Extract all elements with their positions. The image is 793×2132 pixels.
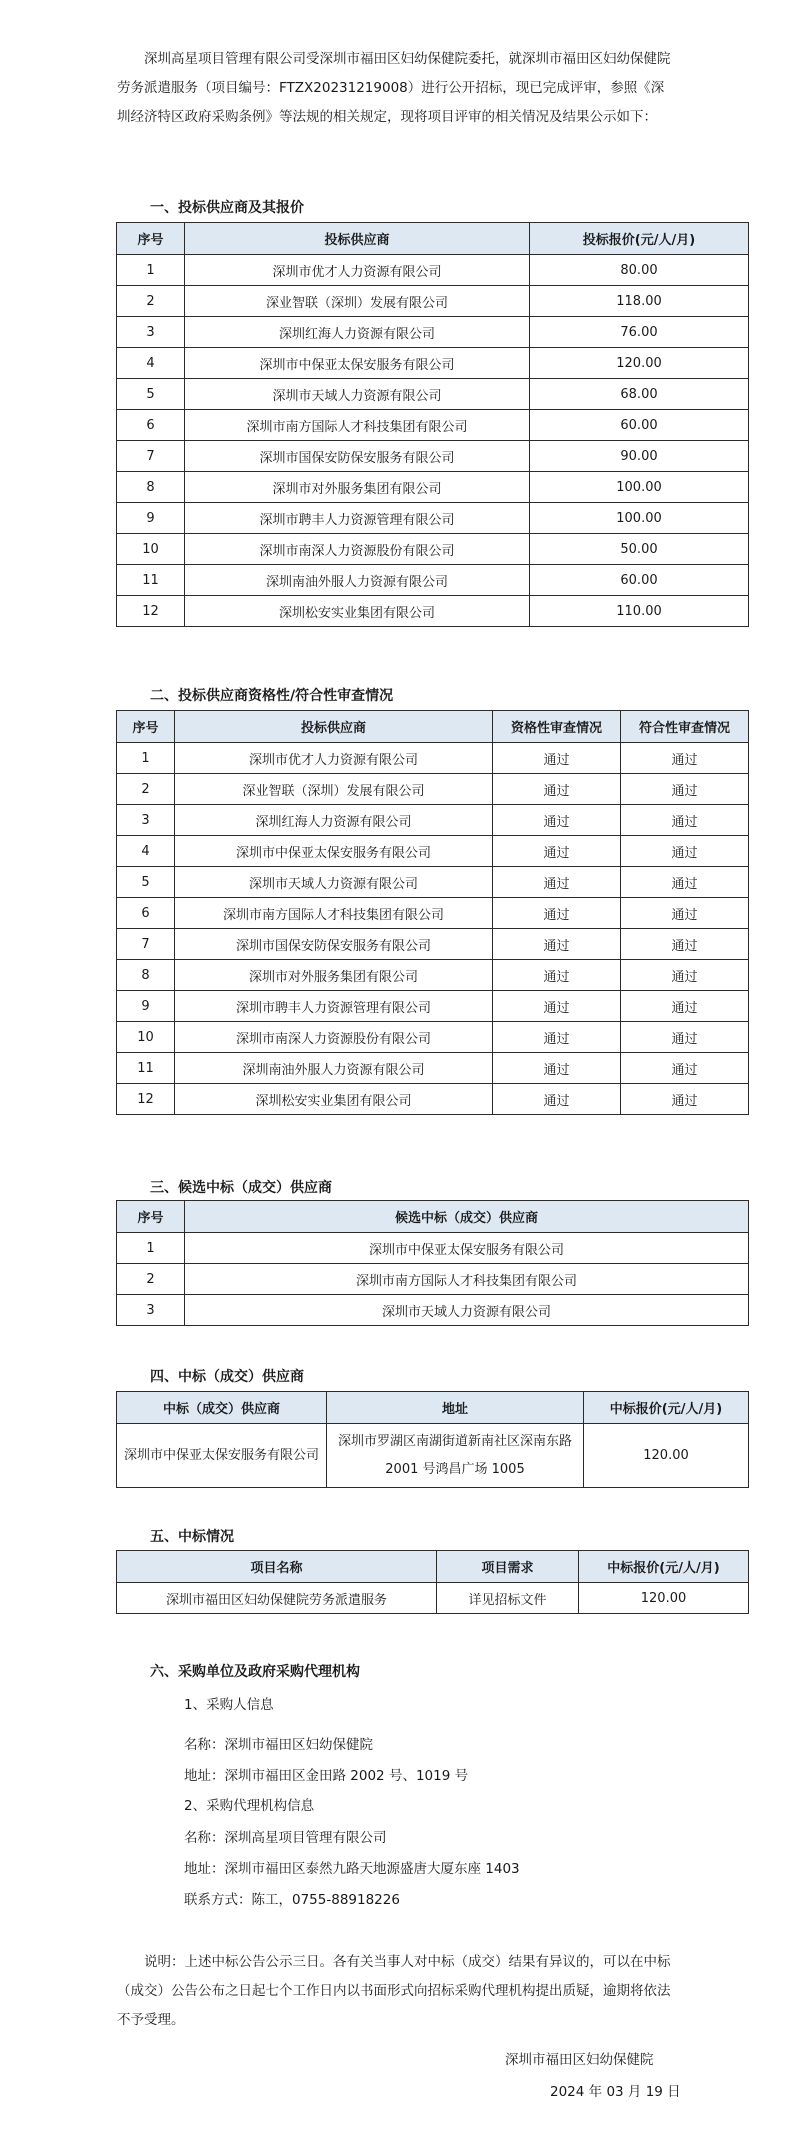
supplier-name: 深圳南油外服人力资源有限公司 (175, 1053, 493, 1084)
table-row (117, 991, 749, 1022)
table-row (117, 534, 749, 565)
signature-date: 2024 年 03 月 19 日 (550, 2084, 681, 2100)
supplier-name: 深圳市聘丰人力资源管理有限公司 (185, 503, 530, 534)
table-row (117, 1424, 749, 1488)
table-row (117, 565, 749, 596)
table-row (117, 1264, 749, 1295)
supplier-name: 深圳红海人力资源有限公司 (185, 317, 530, 348)
col-header-price: 中标报价(元/人/月) (584, 1392, 749, 1424)
bid-price: 76.00 (530, 317, 749, 348)
col-header-demand: 项目需求 (437, 1551, 579, 1583)
supplier-name: 深圳市中保亚太保安服务有限公司 (185, 348, 530, 379)
row-number: 5 (117, 379, 185, 410)
qualification-result: 通过 (493, 867, 621, 898)
compliance-result: 通过 (621, 1022, 749, 1053)
row-number: 8 (117, 960, 175, 991)
candidate-name: 深圳市南方国际人才科技集团有限公司 (185, 1264, 749, 1295)
table-row (117, 774, 749, 805)
supplier-name: 深圳市优才人力资源有限公司 (185, 255, 530, 286)
table-row (117, 317, 749, 348)
table-row (117, 1084, 749, 1115)
table-row (117, 1295, 749, 1326)
intro-paragraph: 深圳高星项目管理有限公司受深圳市福田区妇幼保健院委托，就深圳市福田区妇幼保健院劳务派遣服务（项目编号：FTZX20231219008）进行公开招标，现已完成评审，参照《深圳经济特区政府采购条例》等法规的相关规定，现将项目评审的相关情况及结果公示如下： (117, 51, 671, 125)
qualification-review-table (116, 710, 749, 1115)
row-number: 9 (117, 991, 175, 1022)
col-header-winner: 中标（成交）供应商 (117, 1392, 327, 1424)
supplier-name: 深圳市国保安防保安服务有限公司 (175, 929, 493, 960)
buyer-address: 地址：深圳市福田区金田路 2002 号、1019 号 (184, 1768, 469, 1784)
supplier-name: 深圳市南方国际人才科技集团有限公司 (175, 898, 493, 929)
bid-price: 120.00 (530, 348, 749, 379)
bid-price-table (116, 222, 749, 627)
table-row (117, 255, 749, 286)
supplier-name: 深圳市天域人力资源有限公司 (185, 379, 530, 410)
bid-price: 90.00 (530, 441, 749, 472)
bid-price: 118.00 (530, 286, 749, 317)
supplier-name: 深圳市对外服务集团有限公司 (175, 960, 493, 991)
col-header-address: 地址 (327, 1392, 584, 1424)
col-header-price: 中标报价(元/人/月) (579, 1551, 749, 1583)
table-row (117, 441, 749, 472)
row-number: 1 (117, 743, 175, 774)
price-cell: 120.00 (584, 1424, 749, 1488)
qualification-result: 通过 (493, 898, 621, 929)
table-row (117, 286, 749, 317)
table-row (117, 348, 749, 379)
col-header-project: 项目名称 (117, 1551, 437, 1583)
compliance-result: 通过 (621, 867, 749, 898)
row-number: 3 (117, 1295, 185, 1326)
table-row (117, 1053, 749, 1084)
col-header-price: 投标报价(元/人/月) (530, 223, 749, 255)
candidate-name: 深圳市天域人力资源有限公司 (185, 1295, 749, 1326)
section5-title: 五、中标情况 (150, 1529, 234, 1545)
supplier-name: 深圳南油外服人力资源有限公司 (185, 565, 530, 596)
compliance-result: 通过 (621, 1084, 749, 1115)
row-number: 11 (117, 565, 185, 596)
compliance-result: 通过 (621, 898, 749, 929)
section3-title: 三、候选中标（成交）供应商 (150, 1180, 332, 1196)
price-cell: 120.00 (579, 1583, 749, 1614)
row-number: 10 (117, 534, 185, 565)
col-header-supplier: 投标供应商 (175, 711, 493, 743)
table-row (117, 596, 749, 627)
col-header-no: 序号 (117, 223, 185, 255)
agent-name: 名称：深圳高星项目管理有限公司 (184, 1830, 387, 1846)
compliance-result: 通过 (621, 960, 749, 991)
compliance-result: 通过 (621, 836, 749, 867)
compliance-result: 通过 (621, 774, 749, 805)
buyer-info-heading: 1、采购人信息 (184, 1697, 274, 1713)
agent-contact: 联系方式：陈工，0755-88918226 (184, 1892, 400, 1908)
qualification-result: 通过 (493, 805, 621, 836)
supplier-name: 深圳市中保亚太保安服务有限公司 (175, 836, 493, 867)
table-row (117, 472, 749, 503)
winner-table (116, 1391, 749, 1488)
qualification-result: 通过 (493, 774, 621, 805)
qualification-result: 通过 (493, 743, 621, 774)
qualification-result: 通过 (493, 1022, 621, 1053)
bid-price: 60.00 (530, 410, 749, 441)
buyer-name: 名称：深圳市福田区妇幼保健院 (184, 1737, 373, 1753)
supplier-name: 深业智联（深圳）发展有限公司 (185, 286, 530, 317)
row-number: 12 (117, 596, 185, 627)
candidate-name: 深圳市中保亚太保安服务有限公司 (185, 1233, 749, 1264)
supplier-name: 深圳松安实业集团有限公司 (185, 596, 530, 627)
row-number: 1 (117, 255, 185, 286)
compliance-result: 通过 (621, 743, 749, 774)
row-number: 10 (117, 1022, 175, 1053)
row-number: 6 (117, 410, 185, 441)
col-header-supplier: 投标供应商 (185, 223, 530, 255)
compliance-result: 通过 (621, 1053, 749, 1084)
winner-cell: 深圳市中保亚太保安服务有限公司 (117, 1424, 327, 1488)
bid-price: 60.00 (530, 565, 749, 596)
bid-price: 80.00 (530, 255, 749, 286)
row-number: 5 (117, 867, 175, 898)
compliance-result: 通过 (621, 991, 749, 1022)
supplier-name: 深圳市南深人力资源股份有限公司 (175, 1022, 493, 1053)
table-row (117, 1233, 749, 1264)
qualification-result: 通过 (493, 1053, 621, 1084)
supplier-name: 深圳市优才人力资源有限公司 (175, 743, 493, 774)
supplier-name: 深圳市天域人力资源有限公司 (175, 867, 493, 898)
row-number: 1 (117, 1233, 185, 1264)
table-row (117, 743, 749, 774)
bid-price: 68.00 (530, 379, 749, 410)
bid-price: 110.00 (530, 596, 749, 627)
table-row (117, 379, 749, 410)
section6-title: 六、采购单位及政府采购代理机构 (150, 1664, 360, 1680)
bid-price: 100.00 (530, 472, 749, 503)
project-cell: 深圳市福田区妇幼保健院劳务派遣服务 (117, 1583, 437, 1614)
row-number: 3 (117, 805, 175, 836)
table-row (117, 836, 749, 867)
bid-price: 100.00 (530, 503, 749, 534)
row-number: 2 (117, 286, 185, 317)
row-number: 3 (117, 317, 185, 348)
qualification-result: 通过 (493, 960, 621, 991)
qualification-result: 通过 (493, 991, 621, 1022)
supplier-name: 深圳市对外服务集团有限公司 (185, 472, 530, 503)
section2-title: 二、投标供应商资格性/符合性审查情况 (150, 688, 394, 704)
table-row (117, 867, 749, 898)
row-number: 4 (117, 348, 185, 379)
compliance-result: 通过 (621, 929, 749, 960)
row-number: 7 (117, 441, 185, 472)
row-number: 2 (117, 774, 175, 805)
address-cell: 深圳市罗湖区南湖街道新南社区深南东路 2001 号鸿昌广场 1005 (327, 1424, 584, 1488)
col-header-no: 序号 (117, 1201, 185, 1233)
row-number: 7 (117, 929, 175, 960)
table-row (117, 929, 749, 960)
note-paragraph: 说明：上述中标公告公示三日。各有关当事人对中标（成交）结果有异议的，可以在中标（成交）公告公布之日起七个工作日内以书面形式向招标采购代理机构提出质疑，逾期将依法不予受理。 (117, 1954, 671, 2028)
row-number: 12 (117, 1084, 175, 1115)
table-row (117, 898, 749, 929)
table-row (117, 960, 749, 991)
col-header-compliance: 符合性审查情况 (621, 711, 749, 743)
qualification-result: 通过 (493, 929, 621, 960)
supplier-name: 深圳松安实业集团有限公司 (175, 1084, 493, 1115)
section4-title: 四、中标（成交）供应商 (150, 1369, 304, 1385)
row-number: 11 (117, 1053, 175, 1084)
compliance-result: 通过 (621, 805, 749, 836)
row-number: 8 (117, 472, 185, 503)
table-row (117, 503, 749, 534)
demand-cell: 详见招标文件 (437, 1583, 579, 1614)
col-header-qualification: 资格性审查情况 (493, 711, 621, 743)
row-number: 6 (117, 898, 175, 929)
supplier-name: 深圳市南深人力资源股份有限公司 (185, 534, 530, 565)
candidate-table (116, 1200, 749, 1326)
supplier-name: 深圳市聘丰人力资源管理有限公司 (175, 991, 493, 1022)
row-number: 9 (117, 503, 185, 534)
agent-info-heading: 2、采购代理机构信息 (184, 1798, 315, 1814)
supplier-name: 深圳红海人力资源有限公司 (175, 805, 493, 836)
qualification-result: 通过 (493, 1084, 621, 1115)
section1-title: 一、投标供应商及其报价 (150, 200, 304, 216)
row-number: 4 (117, 836, 175, 867)
table-row (117, 805, 749, 836)
supplier-name: 深圳市国保安防保安服务有限公司 (185, 441, 530, 472)
table-row (117, 1022, 749, 1053)
supplier-name: 深圳市南方国际人才科技集团有限公司 (185, 410, 530, 441)
supplier-name: 深业智联（深圳）发展有限公司 (175, 774, 493, 805)
row-number: 2 (117, 1264, 185, 1295)
table-row (117, 410, 749, 441)
qualification-result: 通过 (493, 836, 621, 867)
bid-price: 50.00 (530, 534, 749, 565)
table-row (117, 1583, 749, 1614)
award-table (116, 1550, 749, 1614)
signature-org: 深圳市福田区妇幼保健院 (505, 2052, 654, 2068)
col-header-candidate: 候选中标（成交）供应商 (185, 1201, 749, 1233)
agent-address: 地址：深圳市福田区泰然九路天地源盛唐大厦东座 1403 (184, 1861, 520, 1877)
col-header-no: 序号 (117, 711, 175, 743)
